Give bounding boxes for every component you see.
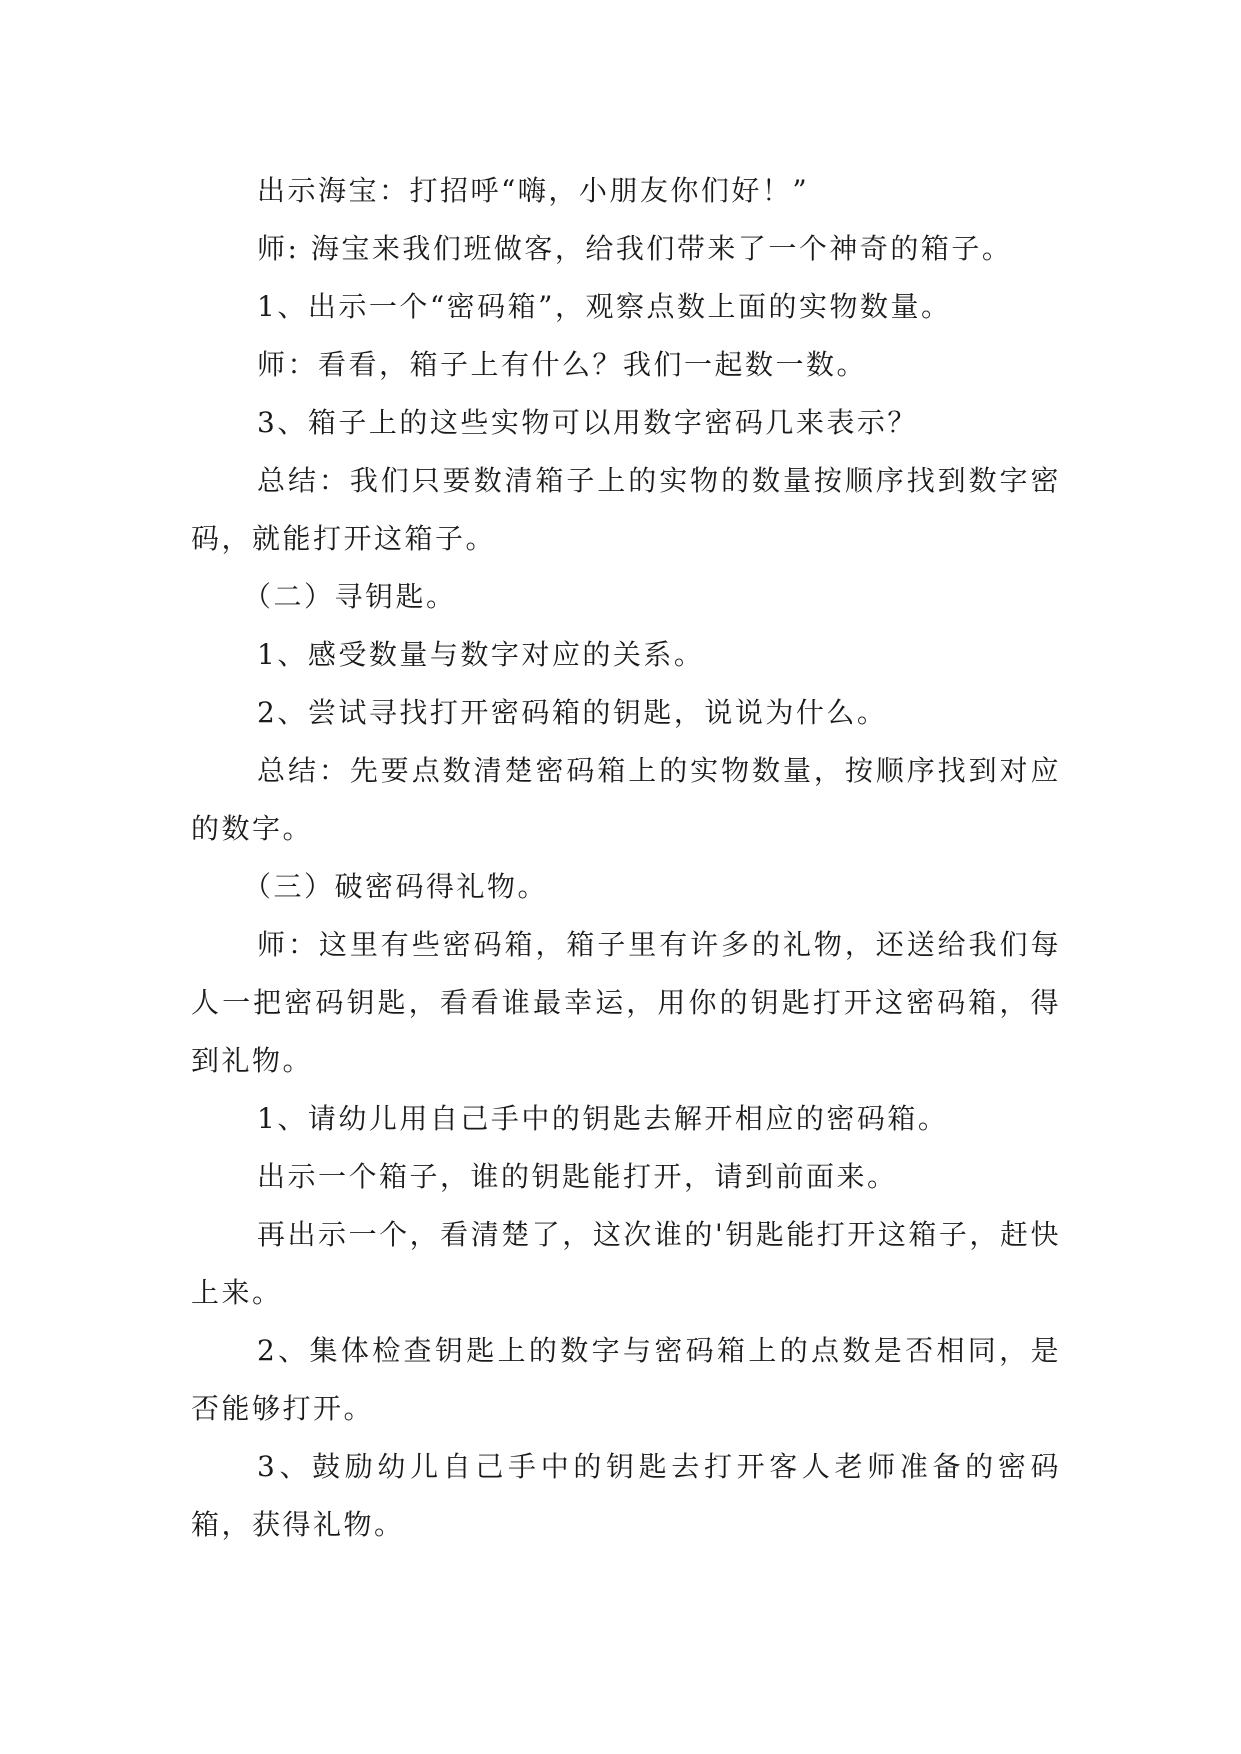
document-body [191, 162, 1061, 1554]
paragraph-teacher-look: 师：看看，箱子上有什么？我们一起数一数。 [257, 348, 868, 381]
paragraph-teacher-boxes: 师：这里有些密码箱，箱子里有许多的礼物，还送给我们每人一把密码钥匙，看看谁最幸运，用你的钥匙打开这密码箱，得到礼物。 [191, 928, 1061, 1077]
section-heading-find-key: （二）寻钥匙。 [243, 580, 457, 613]
paragraph-summary-2: 总结：先要点数清楚密码箱上的实物数量，按顺序找到对应的数字。 [191, 754, 1061, 845]
paragraph-show-another: 再出示一个，看清楚了，这次谁的'钥匙能打开这箱子，赶快上来。 [191, 1218, 1061, 1309]
paragraph-show-box: 出示一个箱子，谁的钥匙能打开，请到前面来。 [257, 1160, 898, 1193]
paragraph-step-3: 3、箱子上的这些实物可以用数字密码几来表示？ [257, 406, 918, 439]
paragraph-step-try-key: 2、尝试寻找打开密码箱的钥匙，说说为什么。 [257, 696, 888, 729]
paragraph-teacher-intro: 师: 海宝来我们班做客，给我们带来了一个神奇的箱子。 [257, 232, 1013, 265]
paragraph-step-feel-quantity: 1、感受数量与数字对应的关系。 [257, 638, 705, 671]
section-heading-crack-code: （三）破密码得礼物。 [243, 870, 549, 903]
paragraph-show-haibao: 出示海宝：打招呼“嗨，小朋友你们好！” [257, 174, 810, 207]
paragraph-step-encourage: 3、鼓励幼儿自己手中的钥匙去打开客人老师准备的密码箱，获得礼物。 [191, 1450, 1061, 1541]
paragraph-step-unlock: 1、请幼儿用自己手中的钥匙去解开相应的密码箱。 [257, 1102, 949, 1135]
paragraph-step-check: 2、集体检查钥匙上的数字与密码箱上的点数是否相同，是否能够打开。 [191, 1334, 1061, 1425]
paragraph-summary-1: 总结：我们只要数清箱子上的实物的数量按顺序找到数字密码，就能打开这箱子。 [191, 464, 1061, 555]
paragraph-step-1: 1、出示一个“密码箱”，观察点数上面的实物数量。 [257, 290, 952, 323]
